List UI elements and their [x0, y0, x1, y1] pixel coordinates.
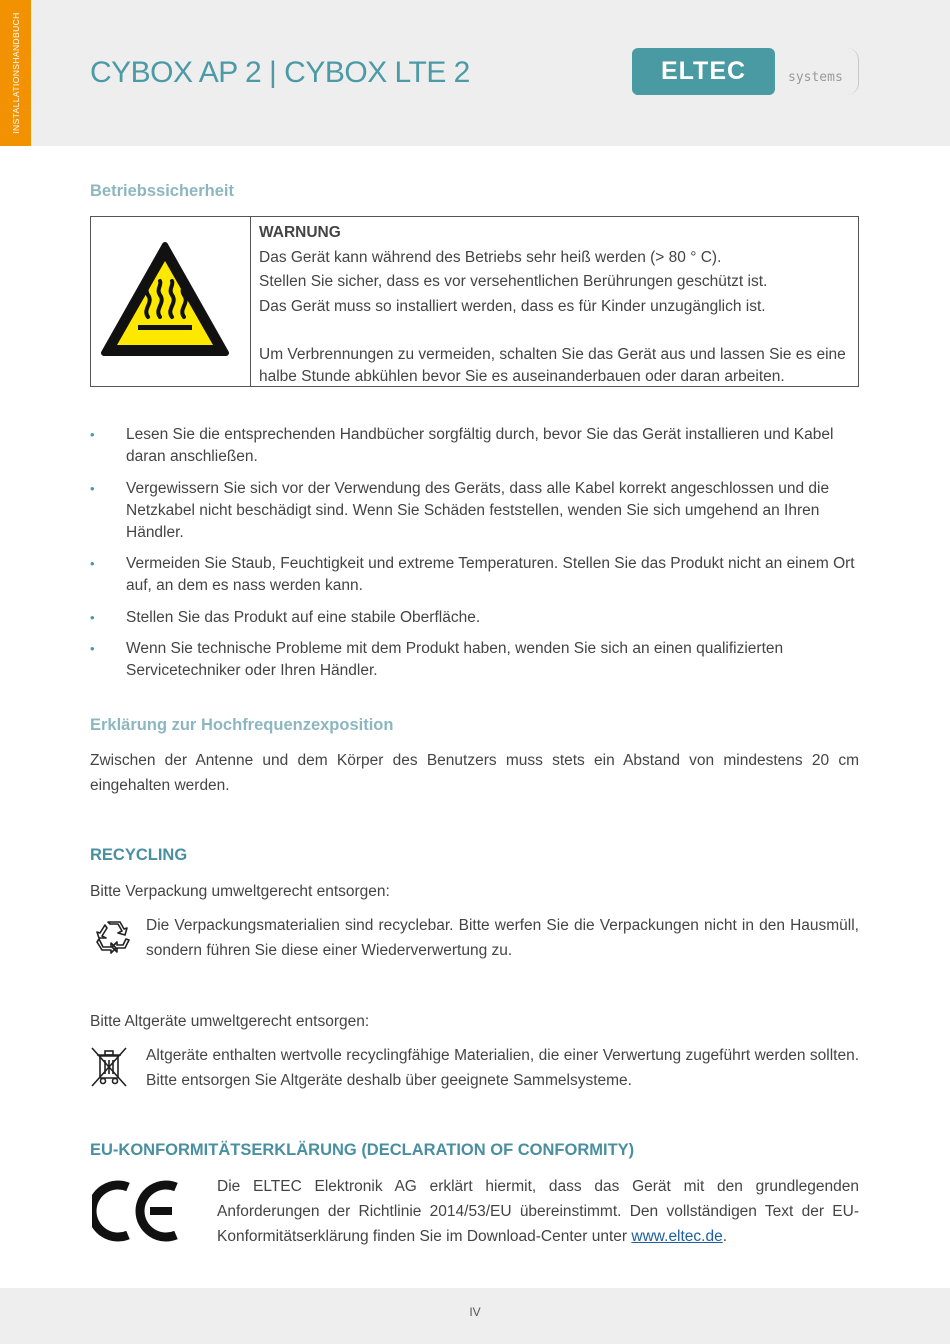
devices-text: Altgeräte enthalten wertvolle recyclingfähige Materialien, die einer Verwertung zugeführt werden sollten. Bitte entsorgen Sie Altgeräte deshalb über geeignete Sammelsysteme. [146, 1047, 859, 1089]
list-item: • Wenn Sie technische Probleme mit dem Produkt haben, wenden Sie sich an einen qualifizierten Servicetechniker oder Ihren Händler. [90, 638, 859, 682]
list-item: • Vermeiden Sie Staub, Feuchtigkeit und extreme Temperaturen. Stellen Sie das Produkt nicht an einem Ort auf, an dem es nass werden kann. [90, 553, 859, 597]
weee-crossed-bin-icon [90, 1046, 128, 1088]
eu-conformity-end: . [722, 1228, 728, 1245]
safety-list [90, 424, 859, 692]
page-number: IV [469, 1305, 481, 1319]
logo-bracket [844, 48, 859, 95]
packaging-intro: Bitte Verpackung umweltgerecht entsorgen: [90, 883, 390, 900]
warning-icon-cell [91, 217, 251, 386]
page-header [0, 0, 950, 146]
heading-eu-conformity: EU-KONFORMITÄTSERKLÄRUNG (DECLARATION OF CONFORMITY) [90, 1141, 635, 1159]
eu-conformity-text [217, 1174, 859, 1249]
eu-conformity-body: Die ELTEC Elektronik AG erklärt hiermit, dass das Gerät mit den grundlegenden Anforderungen der Richtlinie 2014/53/EU übereinstimmt. Den vollständigen Text der EU-Konformitätserklärung finden Sie im Download-Center unter [217, 1178, 859, 1245]
ce-mark-icon [92, 1179, 182, 1243]
logo-subtitle: systems [788, 70, 843, 85]
recycling-icon [96, 920, 132, 954]
warning-line: Das Gerät muss so installiert werden, dass es für Kinder unzugänglich ist. [259, 297, 766, 315]
heading-hf-exposition: Erklärung zur Hochfrequenzexposition [90, 716, 394, 734]
side-tab [0, 0, 31, 146]
page-footer [0, 1288, 950, 1344]
warning-line: Das Gerät kann während des Betriebs sehr heiß werden (> 80 ° C). [259, 248, 722, 266]
heading-betriebssicherheit: Betriebssicherheit [90, 182, 234, 200]
list-item: • Lesen Sie die entsprechenden Handbücher sorgfältig durch, bevor Sie das Gerät installieren und Kabel daran anschließen. [90, 424, 859, 468]
heading-recycling: RECYCLING [90, 846, 188, 864]
warning-box [90, 216, 859, 387]
hf-exposition-text: Zwischen der Antenne und dem Körper des Benutzers muss stets ein Abstand von mindestens 20 cm eingehalten werden. [90, 752, 859, 794]
side-tab-label: INSTALLATIONSHANDBUCH [10, 12, 21, 134]
eltec-logo: ELTEC [632, 48, 775, 95]
list-item: • Vergewissern Sie sich vor der Verwendung des Geräts, dass alle Kabel korrekt angeschlossen und die Netzkabel nicht beschädigt sind. Wenn Sie Schäden feststellen, wenden Sie sich umgehend an Ihren Händler. [90, 478, 859, 544]
warning-title: WARNUNG [259, 224, 341, 241]
eltec-website-link[interactable]: www.eltec.de [631, 1228, 723, 1245]
warning-note: Um Verbrennungen zu vermeiden, schalten Sie das Gerät aus und lassen Sie es eine halbe Stunde abkühlen bevor Sie es auseinanderbauen oder daran arbeiten. [259, 345, 846, 385]
warning-text [259, 221, 859, 388]
document-title: CYBOX AP 2 | CYBOX LTE 2 [90, 56, 470, 89]
list-item: • Stellen Sie das Produkt auf eine stabile Oberfläche. [90, 607, 859, 629]
warning-line: Stellen Sie sicher, dass es vor versehentlichen Berührungen geschützt ist. [259, 273, 768, 290]
devices-intro: Bitte Altgeräte umweltgerecht entsorgen: [90, 1013, 370, 1030]
hot-surface-warning-icon [100, 241, 230, 359]
packaging-text: Die Verpackungsmaterialien sind recyclebar. Bitte werfen Sie die Verpackungen nicht in den Hausmüll, sondern führen Sie diese einer Wiederverwertung zu. [146, 917, 859, 959]
